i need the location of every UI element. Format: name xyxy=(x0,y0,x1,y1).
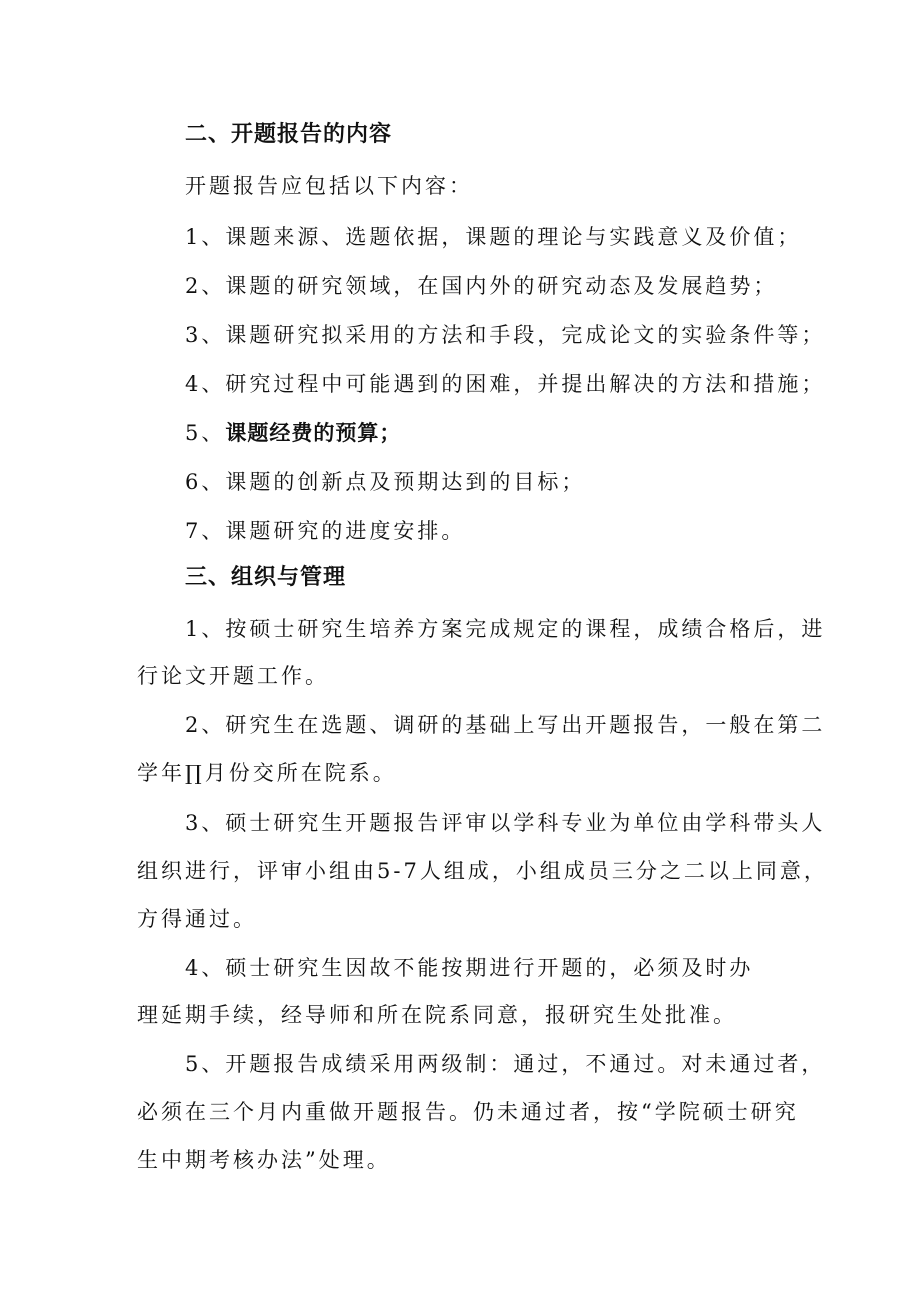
list-item-text: 课题的创新点及预期达到的目标； xyxy=(225,470,586,494)
paragraph-line: 生中期考核办法”处理。 xyxy=(137,1148,391,1172)
list-item-text: 课题研究拟采用的方法和手段，完成论文的实验条件等； xyxy=(225,323,826,347)
list-item xyxy=(185,467,585,497)
paragraph-line: 行论文开题工作。 xyxy=(137,664,329,688)
list-item xyxy=(185,271,777,301)
list-item-number: 7、 xyxy=(185,519,226,543)
list-item-number: 5、 xyxy=(185,421,226,445)
list-item-text: 课题的研究领域，在国内外的研究动态及发展趋势； xyxy=(225,274,778,298)
list-item-number: 4、 xyxy=(185,372,226,396)
list-item-text: 课题研究的进度安排。 xyxy=(225,519,466,543)
paragraph-line: 学年∏月份交所在院系。 xyxy=(137,761,397,785)
list-item xyxy=(185,369,825,399)
list-item-number: 6、 xyxy=(185,470,226,494)
paragraph-line: 4、硕士研究生因故不能按期进行开题的，必须及时办 xyxy=(185,956,754,980)
list-item-text: 研究过程中可能遇到的困难，并提出解决的方法和措施； xyxy=(225,372,826,396)
paragraph-line: 组织进行，评审小组由5-7人组成，小组成员三分之二以上同意， xyxy=(137,859,828,883)
paragraph-line: 1、按硕士研究生培养方案完成规定的课程，成绩合格后，进 xyxy=(185,617,826,641)
list-item-number: 3、 xyxy=(185,323,226,347)
list-item-text-bold: 课题经费的预算； xyxy=(225,421,402,445)
list-item-text: 课题来源、选题依据，课题的理论与实践意义及价值； xyxy=(225,225,802,249)
list-item-number: 2、 xyxy=(185,274,226,298)
list-item-number: 1、 xyxy=(185,225,226,249)
paragraph-line: 方得通过。 xyxy=(137,907,257,931)
list-item xyxy=(185,222,801,252)
section-intro: 开题报告应包括以下内容： xyxy=(185,174,473,198)
list-item xyxy=(185,320,825,350)
paragraph-line: 2、研究生在选题、调研的基础上写出开题报告，一般在第二 xyxy=(185,713,826,737)
paragraph-line: 3、硕士研究生开题报告评审以学科专业为单位由学科带头人 xyxy=(185,811,826,835)
paragraph-line: 必须在三个月内重做开题报告。仍未通过者，按“学院硕士研究 xyxy=(137,1100,799,1124)
section-heading: 二、开题报告的内容 xyxy=(185,122,393,147)
list-item xyxy=(185,516,465,546)
paragraph-line: 5、开题报告成绩采用两级制：通过，不通过。对未通过者， xyxy=(185,1052,826,1076)
section-heading: 三、组织与管理 xyxy=(185,565,347,590)
paragraph-line: 理延期手续，经导师和所在院系同意，报研究生处批准。 xyxy=(137,1003,737,1027)
list-item xyxy=(185,418,401,448)
